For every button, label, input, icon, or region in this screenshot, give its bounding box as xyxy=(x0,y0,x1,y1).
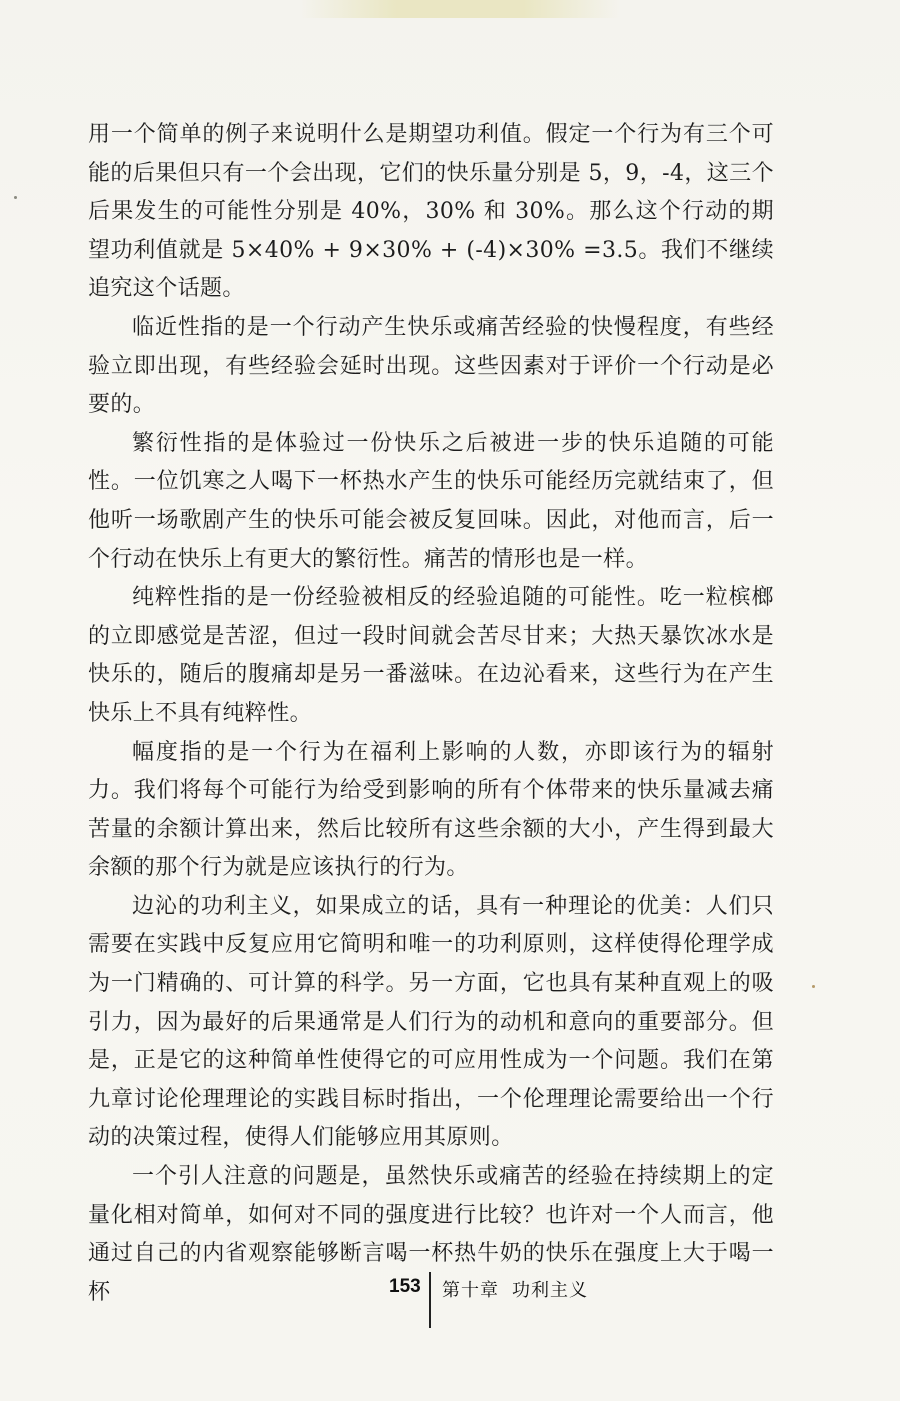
paragraph-bentham-elegance: 边沁的功利主义，如果成立的话，具有一种理论的优美：人们只需要在实践中反复应用它简明和唯一的功利原则，这样使得伦理学成为一门精确的、可计算的科学。另一方面，它也具有某种直观上的吸引力，因为最好的后果通常是人们行为的动机和意向的重要部分。但是，正是它的这种简单性使得它的可应用性成为一个问题。我们在第九章讨论伦理理论的实践目标时指出，一个伦理理论需要给出一个行动的决策过程，使得人们能够应用其原则。 xyxy=(88,893,774,1151)
paragraph-intensity-problem: 一个引人注意的问题是，虽然快乐或痛苦的经验在持续期上的定量化相对简单，如何对不同的强度进行比较？也许对一个人而言，他通过自己的内省观察能够断言喝一杯热牛奶的快乐在强度上大于喝一杯 xyxy=(88,1164,774,1305)
paragraph-extent: 幅度指的是一个行为在福利上影响的人数，亦即该行为的辐射力。我们将每个可能行为给受到影响的所有个体带来的快乐量减去痛苦量的余额计算出来，然后比较所有这些余额的大小，产生得到最大余额的那个行为就是应该执行的行为。 xyxy=(88,739,774,881)
footer-divider xyxy=(429,1272,431,1328)
chapter-label: 第十章 xyxy=(442,1280,499,1301)
paragraph-expected-utility: 用一个简单的例子来说明什么是期望功利值。假定一个行为有三个可能的后果但只有一个会出现，它们的快乐量分别是 5，9，-4，这三个后果发生的可能性分别是 40%，30% 和 30%。那么这个行动的期望功利值就是 5×40% + 9×30% + (-4)×30% =3.5。我们不继续追究这个话题。 xyxy=(88,122,774,302)
body-text xyxy=(88,116,774,1312)
page-footer xyxy=(0,1268,900,1328)
print-bleed-mark xyxy=(300,0,620,18)
scan-speck xyxy=(812,985,815,988)
paragraph-fecundity: 繁衍性指的是体验过一份快乐之后被进一步的快乐追随的可能性。一位饥寒之人喝下一杯热水产生的快乐可能经历完就结束了，但他听一场歌剧产生的快乐可能会被反复回味。因此，对他而言，后一个行动在快乐上有更大的繁衍性。痛苦的情形也是一样。 xyxy=(88,430,774,572)
paragraph-purity: 纯粹性指的是一份经验被相反的经验追随的可能性。吃一粒槟榔的立即感觉是苦涩，但过一段时间就会苦尽甘来；大热天暴饮冰水是快乐的，随后的腹痛却是另一番滋味。在边沁看来，这些行为在产生快乐上不具有纯粹性。 xyxy=(88,585,774,726)
chapter-title: 功利主义 xyxy=(512,1280,588,1301)
paragraph-propinquity: 临近性指的是一个行动产生快乐或痛苦经验的快慢程度，有些经验立即出现，有些经验会延时出现。这些因素对于评价一个行动是必要的。 xyxy=(88,314,774,418)
scan-speck xyxy=(14,196,17,199)
page-number: 153 xyxy=(389,1276,421,1297)
